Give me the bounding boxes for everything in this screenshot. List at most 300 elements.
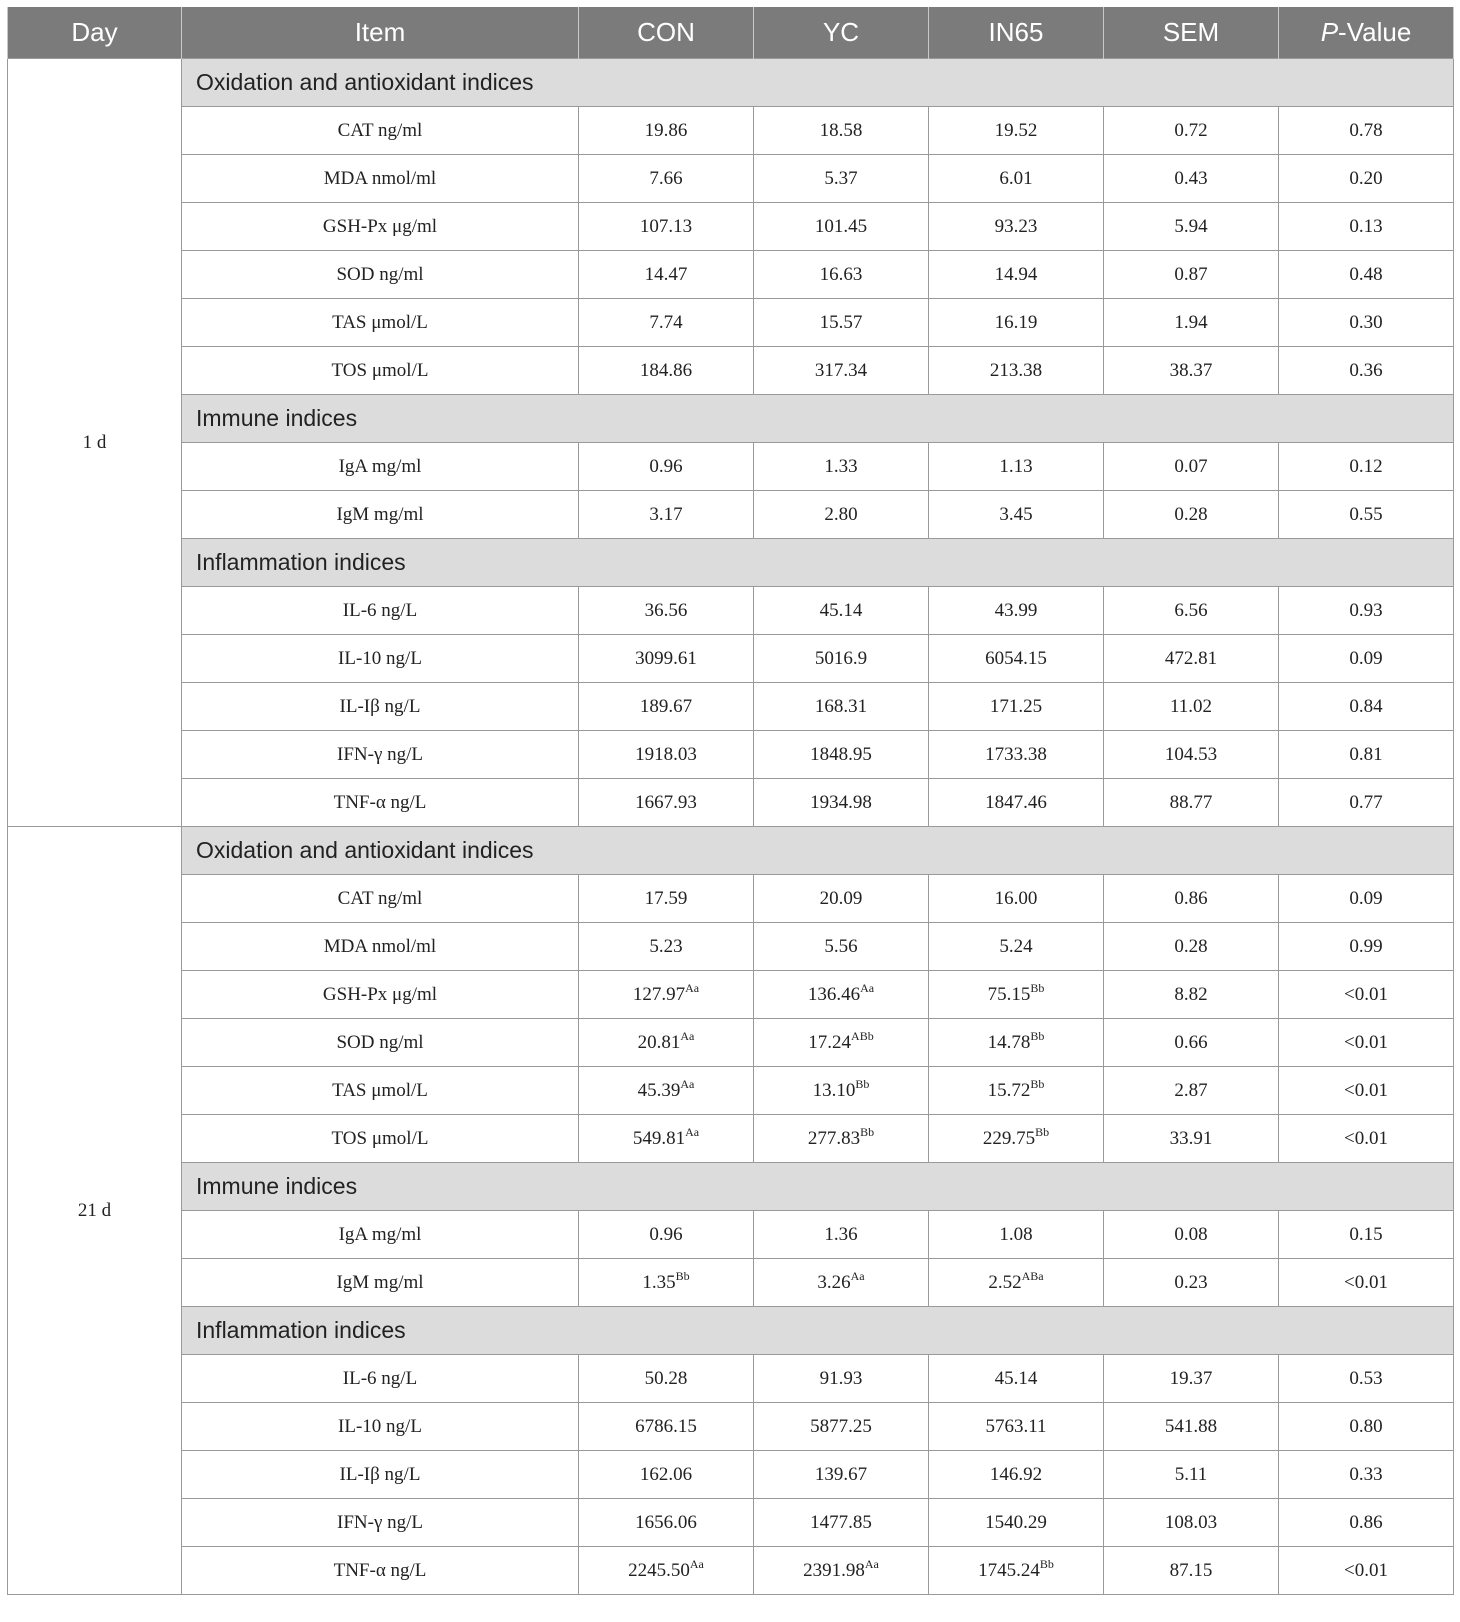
sem-cell xyxy=(1104,1115,1279,1163)
sem-cell xyxy=(1104,1019,1279,1067)
item-cell: CAT ng/ml xyxy=(182,875,579,923)
in65-value: 43.99 xyxy=(994,599,1038,621)
in65-value: 1.13 xyxy=(999,455,1033,477)
yc-significance-letters: Aa xyxy=(860,980,875,995)
table-row xyxy=(8,635,1454,683)
p-cell xyxy=(1279,731,1454,779)
in65-value: 75.15 xyxy=(987,983,1031,1005)
con-significance-letters: Aa xyxy=(680,1076,695,1091)
item-cell: IL-Iβ ng/L xyxy=(182,683,579,731)
yc-significance-letters: Aa xyxy=(864,1556,879,1571)
sem-value: 38.37 xyxy=(1169,359,1213,381)
in65-cell xyxy=(929,635,1104,683)
con-cell xyxy=(579,443,754,491)
table-row xyxy=(8,443,1454,491)
sem-cell xyxy=(1104,1499,1279,1547)
sem-value: 5.11 xyxy=(1174,1463,1208,1485)
sem-value: 0.66 xyxy=(1174,1031,1208,1053)
p-value: 0.13 xyxy=(1349,215,1383,237)
section-row xyxy=(8,1163,1454,1211)
in65-significance-letters: Bb xyxy=(1030,1076,1045,1091)
header-day: Day xyxy=(8,7,182,59)
p-value: <0.01 xyxy=(1344,1079,1388,1101)
item-cell: IgM mg/ml xyxy=(182,1259,579,1307)
con-value: 7.66 xyxy=(649,167,683,189)
item-cell: IL-10 ng/L xyxy=(182,1403,579,1451)
yc-value: 101.45 xyxy=(814,215,868,237)
table-row xyxy=(8,1355,1454,1403)
in65-value: 1847.46 xyxy=(985,791,1047,813)
day-cell: 21 d xyxy=(8,827,182,1595)
yc-value: 1848.95 xyxy=(810,743,872,765)
in65-significance-letters: ABa xyxy=(1021,1268,1044,1283)
p-cell xyxy=(1279,443,1454,491)
header-p-value xyxy=(1279,7,1454,59)
in65-value: 1733.38 xyxy=(985,743,1047,765)
yc-cell xyxy=(754,251,929,299)
yc-cell xyxy=(754,155,929,203)
in65-value: 1540.29 xyxy=(985,1511,1047,1533)
section-title: Immune indices xyxy=(182,1163,1454,1211)
in65-value: 14.78 xyxy=(987,1031,1031,1053)
yc-value: 317.34 xyxy=(814,359,868,381)
table-row xyxy=(8,1403,1454,1451)
p-cell xyxy=(1279,1403,1454,1451)
yc-value: 45.14 xyxy=(819,599,863,621)
section-row xyxy=(8,395,1454,443)
p-value: 0.36 xyxy=(1349,359,1383,381)
yc-cell xyxy=(754,1355,929,1403)
sem-cell xyxy=(1104,875,1279,923)
yc-cell xyxy=(754,1019,929,1067)
p-value: <0.01 xyxy=(1344,983,1388,1005)
yc-value: 5.37 xyxy=(824,167,858,189)
yc-value: 277.83 xyxy=(807,1127,861,1149)
p-cell xyxy=(1279,779,1454,827)
item-cell: TOS μmol/L xyxy=(182,347,579,395)
p-cell xyxy=(1279,875,1454,923)
yc-value: 139.67 xyxy=(814,1463,868,1485)
sem-value: 0.86 xyxy=(1174,887,1208,909)
table-row xyxy=(8,1451,1454,1499)
con-value: 549.81 xyxy=(632,1127,686,1149)
con-significance-letters: Aa xyxy=(680,1028,695,1043)
con-cell xyxy=(579,155,754,203)
sem-value: 6.56 xyxy=(1174,599,1208,621)
data-table xyxy=(7,7,1454,1595)
con-cell xyxy=(579,347,754,395)
in65-value: 2.52 xyxy=(988,1271,1022,1293)
in65-cell xyxy=(929,1547,1104,1595)
header-yc: YC xyxy=(754,7,929,59)
yc-value: 5016.9 xyxy=(814,647,868,669)
sem-value: 0.28 xyxy=(1174,935,1208,957)
in65-cell xyxy=(929,155,1104,203)
in65-value: 19.52 xyxy=(994,119,1038,141)
section-row xyxy=(8,827,1454,875)
yc-cell xyxy=(754,923,929,971)
table-header xyxy=(8,7,1454,59)
p-value: 0.12 xyxy=(1349,455,1383,477)
p-cell xyxy=(1279,491,1454,539)
con-cell xyxy=(579,1019,754,1067)
yc-value: 16.63 xyxy=(819,263,863,285)
table-row xyxy=(8,1067,1454,1115)
p-value: 0.53 xyxy=(1349,1367,1383,1389)
sem-cell xyxy=(1104,1547,1279,1595)
con-cell xyxy=(579,587,754,635)
table-row xyxy=(8,1547,1454,1595)
con-value: 0.96 xyxy=(649,1223,683,1245)
sem-value: 108.03 xyxy=(1164,1511,1218,1533)
con-cell xyxy=(579,1499,754,1547)
con-cell xyxy=(579,731,754,779)
table-row xyxy=(8,299,1454,347)
yc-cell xyxy=(754,1499,929,1547)
table-row xyxy=(8,923,1454,971)
table-row xyxy=(8,1499,1454,1547)
p-value: 0.81 xyxy=(1349,743,1383,765)
in65-cell xyxy=(929,1355,1104,1403)
yc-cell xyxy=(754,443,929,491)
in65-value: 146.92 xyxy=(989,1463,1043,1485)
con-cell xyxy=(579,1403,754,1451)
sem-cell xyxy=(1104,299,1279,347)
header-p-rest: -Value xyxy=(1338,17,1412,47)
item-cell: IFN-γ ng/L xyxy=(182,731,579,779)
yc-value: 15.57 xyxy=(819,311,863,333)
sem-value: 0.72 xyxy=(1174,119,1208,141)
sem-value: 0.23 xyxy=(1174,1271,1208,1293)
in65-value: 3.45 xyxy=(999,503,1033,525)
yc-value: 136.46 xyxy=(807,983,861,1005)
sem-cell xyxy=(1104,731,1279,779)
p-value: 0.77 xyxy=(1349,791,1383,813)
table-row xyxy=(8,155,1454,203)
yc-cell xyxy=(754,635,929,683)
in65-cell xyxy=(929,107,1104,155)
yc-cell xyxy=(754,875,929,923)
p-value: 0.55 xyxy=(1349,503,1383,525)
sem-cell xyxy=(1104,443,1279,491)
sem-value: 2.87 xyxy=(1174,1079,1208,1101)
p-value: 0.93 xyxy=(1349,599,1383,621)
p-value: 0.09 xyxy=(1349,647,1383,669)
table-row xyxy=(8,1259,1454,1307)
table-row xyxy=(8,107,1454,155)
table-row xyxy=(8,1211,1454,1259)
sem-value: 0.08 xyxy=(1174,1223,1208,1245)
p-cell xyxy=(1279,155,1454,203)
item-cell: SOD ng/ml xyxy=(182,1019,579,1067)
sem-value: 0.43 xyxy=(1174,167,1208,189)
con-value: 1918.03 xyxy=(635,743,697,765)
in65-cell xyxy=(929,1403,1104,1451)
item-cell: TAS μmol/L xyxy=(182,1067,579,1115)
yc-cell xyxy=(754,1451,929,1499)
con-value: 20.81 xyxy=(637,1031,681,1053)
con-cell xyxy=(579,1067,754,1115)
table-row xyxy=(8,779,1454,827)
yc-cell xyxy=(754,1547,929,1595)
yc-cell xyxy=(754,107,929,155)
con-cell xyxy=(579,1355,754,1403)
sem-cell xyxy=(1104,1067,1279,1115)
yc-value: 3.26 xyxy=(817,1271,851,1293)
p-cell xyxy=(1279,1499,1454,1547)
p-value: 0.09 xyxy=(1349,887,1383,909)
p-value: <0.01 xyxy=(1344,1271,1388,1293)
sem-cell xyxy=(1104,347,1279,395)
con-cell xyxy=(579,1451,754,1499)
sem-value: 541.88 xyxy=(1164,1415,1218,1437)
con-value: 36.56 xyxy=(644,599,688,621)
in65-significance-letters: Bb xyxy=(1030,1028,1045,1043)
con-value: 7.74 xyxy=(649,311,683,333)
sem-value: 87.15 xyxy=(1169,1559,1213,1581)
item-cell: TOS μmol/L xyxy=(182,1115,579,1163)
yc-value: 2.80 xyxy=(824,503,858,525)
p-value: <0.01 xyxy=(1344,1031,1388,1053)
item-cell: TAS μmol/L xyxy=(182,299,579,347)
p-cell xyxy=(1279,683,1454,731)
sem-cell xyxy=(1104,1211,1279,1259)
sem-cell xyxy=(1104,1403,1279,1451)
con-value: 107.13 xyxy=(639,215,693,237)
p-value: 0.30 xyxy=(1349,311,1383,333)
table-row xyxy=(8,683,1454,731)
in65-value: 5.24 xyxy=(999,935,1033,957)
sem-cell xyxy=(1104,971,1279,1019)
yc-cell xyxy=(754,683,929,731)
sem-cell xyxy=(1104,1259,1279,1307)
yc-value: 5877.25 xyxy=(810,1415,872,1437)
header-row xyxy=(8,7,1454,59)
header-con: CON xyxy=(579,7,754,59)
in65-value: 16.19 xyxy=(994,311,1038,333)
in65-cell xyxy=(929,971,1104,1019)
con-cell xyxy=(579,251,754,299)
in65-cell xyxy=(929,923,1104,971)
con-cell xyxy=(579,1547,754,1595)
item-cell: GSH-Px μg/ml xyxy=(182,971,579,1019)
sem-value: 5.94 xyxy=(1174,215,1208,237)
in65-cell xyxy=(929,1451,1104,1499)
table-row xyxy=(8,491,1454,539)
item-cell: IgA mg/ml xyxy=(182,443,579,491)
in65-value: 6054.15 xyxy=(985,647,1047,669)
in65-cell xyxy=(929,731,1104,779)
table-row xyxy=(8,731,1454,779)
sem-value: 1.94 xyxy=(1174,311,1208,333)
table-row xyxy=(8,347,1454,395)
con-cell xyxy=(579,635,754,683)
yc-value: 13.10 xyxy=(812,1079,856,1101)
section-title: Oxidation and antioxidant indices xyxy=(182,59,1454,107)
con-value: 0.96 xyxy=(649,455,683,477)
yc-cell xyxy=(754,299,929,347)
table-row xyxy=(8,587,1454,635)
p-cell xyxy=(1279,1547,1454,1595)
in65-cell xyxy=(929,203,1104,251)
yc-significance-letters: Bb xyxy=(860,1124,875,1139)
item-cell: TNF-α ng/L xyxy=(182,1547,579,1595)
p-cell xyxy=(1279,1211,1454,1259)
section-row xyxy=(8,1307,1454,1355)
yc-value: 5.56 xyxy=(824,935,858,957)
yc-cell xyxy=(754,203,929,251)
yc-cell xyxy=(754,1115,929,1163)
in65-value: 1.08 xyxy=(999,1223,1033,1245)
table-row xyxy=(8,251,1454,299)
p-value: <0.01 xyxy=(1344,1127,1388,1149)
con-cell xyxy=(579,971,754,1019)
table-row xyxy=(8,875,1454,923)
p-cell xyxy=(1279,923,1454,971)
item-cell: MDA nmol/ml xyxy=(182,923,579,971)
item-cell: GSH-Px μg/ml xyxy=(182,203,579,251)
in65-cell xyxy=(929,1499,1104,1547)
item-cell: IgA mg/ml xyxy=(182,1211,579,1259)
con-cell xyxy=(579,203,754,251)
p-value: 0.99 xyxy=(1349,935,1383,957)
in65-cell xyxy=(929,299,1104,347)
con-value: 45.39 xyxy=(637,1079,681,1101)
p-value: <0.01 xyxy=(1344,1559,1388,1581)
sem-value: 33.91 xyxy=(1169,1127,1213,1149)
con-value: 14.47 xyxy=(644,263,688,285)
yc-value: 1934.98 xyxy=(810,791,872,813)
con-value: 2245.50 xyxy=(628,1559,690,1581)
con-cell xyxy=(579,299,754,347)
yc-cell xyxy=(754,347,929,395)
con-value: 19.86 xyxy=(644,119,688,141)
p-cell xyxy=(1279,971,1454,1019)
item-cell: TNF-α ng/L xyxy=(182,779,579,827)
in65-significance-letters: Bb xyxy=(1035,1124,1050,1139)
sem-cell xyxy=(1104,923,1279,971)
p-cell xyxy=(1279,251,1454,299)
section-title: Oxidation and antioxidant indices xyxy=(182,827,1454,875)
in65-cell xyxy=(929,1019,1104,1067)
con-value: 3.17 xyxy=(649,503,683,525)
section-title: Inflammation indices xyxy=(182,539,1454,587)
in65-cell xyxy=(929,683,1104,731)
con-value: 17.59 xyxy=(644,887,688,909)
sem-cell xyxy=(1104,251,1279,299)
con-value: 3099.61 xyxy=(635,647,697,669)
in65-value: 5763.11 xyxy=(985,1415,1047,1437)
yc-cell xyxy=(754,1067,929,1115)
yc-value: 20.09 xyxy=(819,887,863,909)
yc-value: 17.24 xyxy=(808,1031,852,1053)
p-cell xyxy=(1279,203,1454,251)
con-cell xyxy=(579,1115,754,1163)
p-cell xyxy=(1279,1451,1454,1499)
in65-value: 15.72 xyxy=(987,1079,1031,1101)
p-value: 0.33 xyxy=(1349,1463,1383,1485)
sem-cell xyxy=(1104,587,1279,635)
p-value: 0.84 xyxy=(1349,695,1383,717)
con-cell xyxy=(579,683,754,731)
item-cell: IL-6 ng/L xyxy=(182,587,579,635)
sem-cell xyxy=(1104,155,1279,203)
sem-value: 0.87 xyxy=(1174,263,1208,285)
in65-value: 229.75 xyxy=(982,1127,1036,1149)
sem-cell xyxy=(1104,635,1279,683)
sem-value: 19.37 xyxy=(1169,1367,1213,1389)
in65-significance-letters: Bb xyxy=(1039,1556,1054,1571)
in65-cell xyxy=(929,1115,1104,1163)
table-row xyxy=(8,971,1454,1019)
yc-cell xyxy=(754,779,929,827)
yc-cell xyxy=(754,731,929,779)
yc-value: 1477.85 xyxy=(810,1511,872,1533)
header-item: Item xyxy=(182,7,579,59)
sem-cell xyxy=(1104,203,1279,251)
con-value: 189.67 xyxy=(639,695,693,717)
p-cell xyxy=(1279,635,1454,683)
yc-cell xyxy=(754,971,929,1019)
p-cell xyxy=(1279,347,1454,395)
sem-cell xyxy=(1104,779,1279,827)
p-cell xyxy=(1279,1115,1454,1163)
p-value: 0.86 xyxy=(1349,1511,1383,1533)
header-in65: IN65 xyxy=(929,7,1104,59)
in65-value: 45.14 xyxy=(994,1367,1038,1389)
con-value: 6786.15 xyxy=(635,1415,697,1437)
con-cell xyxy=(579,491,754,539)
yc-value: 1.33 xyxy=(824,455,858,477)
p-value: 0.48 xyxy=(1349,263,1383,285)
in65-value: 1745.24 xyxy=(978,1559,1040,1581)
table-body xyxy=(8,59,1454,1595)
in65-value: 93.23 xyxy=(994,215,1038,237)
con-cell xyxy=(579,1211,754,1259)
sem-cell xyxy=(1104,107,1279,155)
sem-value: 0.28 xyxy=(1174,503,1208,525)
p-cell xyxy=(1279,1019,1454,1067)
in65-value: 16.00 xyxy=(994,887,1038,909)
sem-value: 11.02 xyxy=(1169,695,1213,717)
yc-value: 2391.98 xyxy=(803,1559,865,1581)
con-significance-letters: Bb xyxy=(675,1268,690,1283)
yc-value: 18.58 xyxy=(819,119,863,141)
section-row xyxy=(8,59,1454,107)
item-cell: IL-Iβ ng/L xyxy=(182,1451,579,1499)
con-value: 162.06 xyxy=(639,1463,693,1485)
yc-significance-letters: Bb xyxy=(855,1076,870,1091)
yc-cell xyxy=(754,1211,929,1259)
item-cell: IFN-γ ng/L xyxy=(182,1499,579,1547)
table-row xyxy=(8,1115,1454,1163)
yc-cell xyxy=(754,587,929,635)
in65-cell xyxy=(929,779,1104,827)
in65-cell xyxy=(929,251,1104,299)
day-cell: 1 d xyxy=(8,59,182,827)
yc-cell xyxy=(754,491,929,539)
sem-value: 0.07 xyxy=(1174,455,1208,477)
p-cell xyxy=(1279,1355,1454,1403)
p-cell xyxy=(1279,1259,1454,1307)
in65-value: 6.01 xyxy=(999,167,1033,189)
section-row xyxy=(8,539,1454,587)
con-value: 5.23 xyxy=(649,935,683,957)
table-row xyxy=(8,1019,1454,1067)
item-cell: IL-10 ng/L xyxy=(182,635,579,683)
in65-cell xyxy=(929,1211,1104,1259)
in65-significance-letters: Bb xyxy=(1030,980,1045,995)
